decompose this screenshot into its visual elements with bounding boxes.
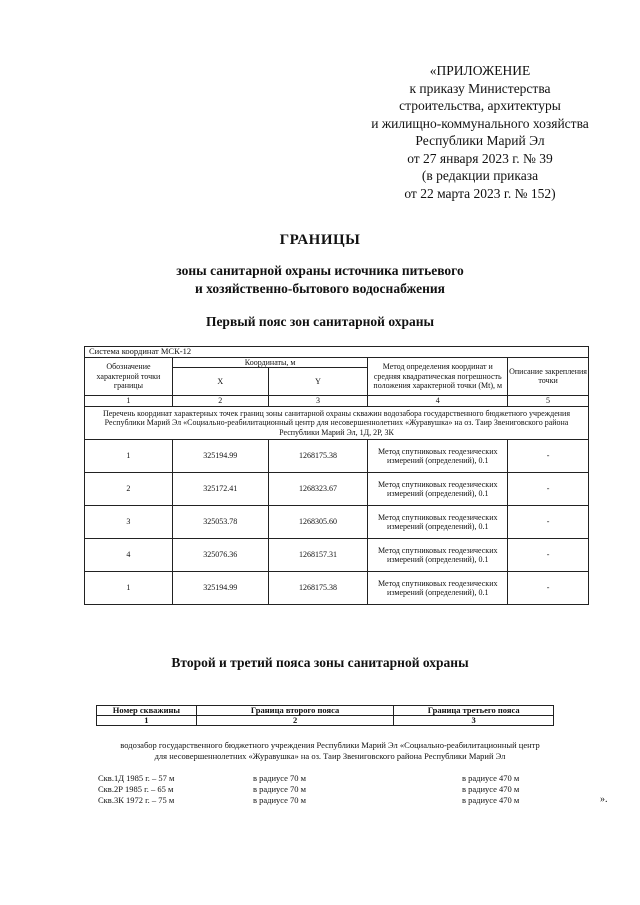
appendix-line: от 27 января 2023 г. № 39	[407, 150, 553, 166]
point-number: 1	[85, 572, 173, 605]
method: Метод спутниковых геодезических измерений (определений), 0.1	[368, 572, 508, 605]
coord-y: 1268175.38	[268, 440, 368, 473]
method: Метод спутниковых геодезических измерений (определений), 0.1	[368, 539, 508, 572]
appendix-line: Республики Марий Эл	[415, 133, 545, 148]
header-designation: Обозначение характерной точки границы	[85, 357, 173, 396]
second-belt-radius: в радиусе 70 м	[253, 795, 307, 805]
third-belt-radius: в радиусе 470 м	[462, 773, 520, 783]
subtitle-line-1: зоны санитарной охраны источника питьевого	[176, 263, 464, 278]
third-belt-radius: в радиусе 470 м	[462, 795, 520, 805]
first-zone-heading: Первый пояс зон санитарной охраны	[205, 314, 435, 329]
subtitle-line-2: и хозяйственно-бытового водоснабжения	[195, 281, 445, 296]
header-well-number: Номер скважины	[97, 706, 197, 716]
header-second-belt: Граница второго пояса	[196, 706, 394, 716]
list-item	[98, 773, 578, 784]
appendix-line: к приказу Министерства	[409, 80, 551, 96]
fixing-desc: -	[508, 473, 589, 506]
coordinate-system: Система координат МСК-12	[85, 347, 589, 358]
coord-y: 1268175.38	[268, 572, 368, 605]
header-x: X	[172, 368, 268, 396]
fixing-desc: -	[508, 440, 589, 473]
coord-x: 325076.36	[172, 539, 268, 572]
col-number: 2	[196, 716, 394, 726]
appendix-line: (в редакции приказа	[421, 168, 539, 183]
coord-y: 1268323.67	[268, 473, 368, 506]
list-note: Перечень координат характерных точек границ зоны санитарной охраны скважин водозабора государственного бюджетного учреждения Республики Марий Эл «Социально-реабилитационный центр для несовершеннолетних «Журавушка» на оз. Таир Звениговского района Республики Марий Эл, 1Д, 2Р, 3К	[85, 406, 589, 440]
fixing-desc: -	[508, 572, 589, 605]
document-title: ГРАНИЦЫ	[279, 232, 361, 248]
second-belt-radius: в радиусе 70 м	[253, 784, 307, 794]
method: Метод спутниковых геодезических измерений (определений), 0.1	[368, 473, 508, 506]
coord-x: 325053.78	[172, 506, 268, 539]
well-name: Скв.3К 1972 г. – 75 м	[98, 795, 175, 805]
col-number: 1	[97, 716, 197, 726]
appendix-line: «ПРИЛОЖЕНИЕ	[429, 63, 531, 78]
fixing-desc: -	[508, 506, 589, 539]
point-number: 3	[85, 506, 173, 539]
list-item	[98, 795, 578, 806]
point-number: 1	[85, 440, 173, 473]
list-item	[98, 784, 578, 795]
table-row	[85, 572, 589, 605]
point-number: 4	[85, 539, 173, 572]
document-subtitle	[0, 262, 640, 298]
col-number: 3	[394, 716, 554, 726]
col-number: 2	[172, 396, 268, 407]
header-y: Y	[268, 368, 368, 396]
header-method: Метод определения координат и средняя квадратическая погрешность положения характерной точки (Mt), м	[368, 357, 508, 396]
intake-line-2: для несовершеннолетних «Журавушка» на оз. Таир Звениговского района Республики Марий Эл	[154, 751, 506, 761]
coord-x: 325172.41	[172, 473, 268, 506]
header-third-belt: Граница третьего пояса	[394, 706, 554, 716]
second-belt-radius: в радиусе 70 м	[253, 773, 307, 783]
method: Метод спутниковых геодезических измерений (определений), 0.1	[368, 506, 508, 539]
col-number: 4	[368, 396, 508, 407]
point-number: 2	[85, 473, 173, 506]
coord-y: 1268157.31	[268, 539, 368, 572]
method: Метод спутниковых геодезических измерений (определений), 0.1	[368, 440, 508, 473]
appendix-header	[320, 62, 640, 202]
appendix-line: строительства, архитектуры	[399, 98, 561, 113]
table-row	[85, 473, 589, 506]
well-name: Скв.2Р 1985 г. – 65 м	[98, 784, 174, 794]
table-row	[85, 440, 589, 473]
fixing-desc: -	[508, 539, 589, 572]
coord-x: 325194.99	[172, 440, 268, 473]
table-row	[85, 506, 589, 539]
col-number: 1	[85, 396, 173, 407]
coord-x: 325194.99	[172, 572, 268, 605]
wells-list	[98, 773, 578, 806]
intake-line-1: водозабор государственного бюджетного учреждения Республики Марий Эл «Социально-реабилитационный центр	[120, 740, 540, 750]
appendix-line: и жилищно-коммунального хозяйства	[371, 115, 589, 131]
coord-y: 1268305.60	[268, 506, 368, 539]
header-description: Описание закрепления точки	[508, 357, 589, 396]
col-number: 3	[268, 396, 368, 407]
second-zone-table	[96, 705, 554, 726]
third-belt-radius: в радиусе 470 м	[462, 784, 520, 794]
well-name: Скв.1Д 1985 г. – 57 м	[98, 773, 175, 783]
appendix-line: от 22 марта 2023 г. № 152)	[404, 185, 556, 201]
closing-quote: ».	[600, 794, 608, 805]
first-zone-table	[84, 346, 589, 605]
header-coordinates: Координаты, м	[172, 357, 368, 368]
second-zone-heading: Второй и третий пояса зоны санитарной охраны	[171, 655, 469, 670]
col-number: 5	[508, 396, 589, 407]
table-row	[85, 539, 589, 572]
water-intake-description	[70, 740, 590, 762]
